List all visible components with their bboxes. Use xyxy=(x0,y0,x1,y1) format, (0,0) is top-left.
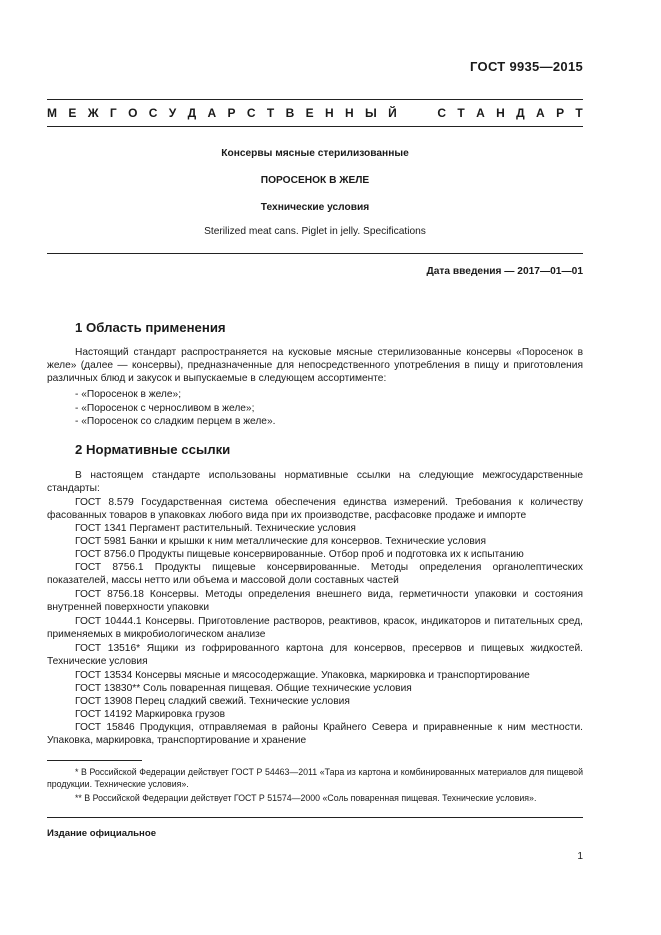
standard-type-letter: Т xyxy=(266,106,275,120)
standard-type-letter: С xyxy=(148,106,158,120)
reference-item: ГОСТ 13516* Ящики из гофрированного картона для консервов, пресервов и пищевых жидкостей. Технические условия xyxy=(47,643,583,667)
standard-type-letter: В xyxy=(285,106,295,120)
standard-type-letter: А xyxy=(207,106,217,120)
standard-type-letter: Д xyxy=(516,106,525,120)
standard-type-letter: Н xyxy=(324,106,334,120)
header-rule-bottom xyxy=(47,126,583,127)
standard-type-letter: Ж xyxy=(87,106,99,120)
standard-type-letter: Н xyxy=(344,106,354,120)
reference-item: ГОСТ 8756.0 Продукты пищевые консервированные. Отбор проб и подготовка их к испытанию xyxy=(75,549,524,560)
standard-type-letter: У xyxy=(168,106,177,120)
reference-item: ГОСТ 10444.1 Консервы. Приготовление растворов, реактивов, красок, индикаторов и питательных сред, применяемых в микробиологическом анализе xyxy=(47,616,583,640)
page-number: 1 xyxy=(577,851,583,862)
reference-item: ГОСТ 15846 Продукция, отправляемая в районы Крайнего Севера и приравненные к ним местности. Упаковка, маркировка, транспортирование и хранение xyxy=(47,722,583,746)
section-2-intro: В настоящем стандарте использованы нормативные ссылки на следующие межгосударственные стандарты: xyxy=(47,470,583,494)
reference-item: ГОСТ 5981 Банки и крышки к ним металлические для консервов. Технические условия xyxy=(75,536,486,547)
reference-item: ГОСТ 8756.1 Продукты пищевые консервированные. Методы определения органолептических показателей, массы нетто или объема и массовой доли составных частей xyxy=(47,562,583,586)
standard-type-letter: М xyxy=(47,106,57,120)
header-rule-top xyxy=(47,99,583,100)
reference-item: ГОСТ 13830** Соль поваренная пищевая. Общие технические условия xyxy=(75,683,412,694)
assortment-item: - «Поросенок в желе»; xyxy=(75,389,182,400)
assortment-item: - «Поросенок со сладким перцем в желе». xyxy=(75,416,276,427)
standard-type-letter: С xyxy=(246,106,256,120)
reference-item: ГОСТ 1341 Пергамент растительный. Технические условия xyxy=(75,523,356,534)
reference-item: ГОСТ 8756.18 Консервы. Методы определения внешнего вида, герметичности упаковки и состояния внутренней поверхности упаковки xyxy=(47,589,583,613)
standard-type-letter xyxy=(408,107,411,120)
reference-item: ГОСТ 13908 Перец сладкий свежий. Технические условия xyxy=(75,696,350,707)
standard-type-letter: Т xyxy=(457,106,465,120)
standard-type-letter: А xyxy=(536,106,545,120)
standard-type-letter: Ы xyxy=(364,106,377,120)
reference-item: ГОСТ 8.579 Государственная система обеспечения единства измерений. Требования к количеству фасованных товаров в упаковках любого вида при их производстве, расфасовке продаже и импорте xyxy=(47,497,583,521)
standard-type-letter: О xyxy=(128,106,138,120)
standard-type-letter: Р xyxy=(227,106,236,120)
reference-item: ГОСТ 13534 Консервы мясные и мясосодержащие. Упаковка, маркировка и транспортирование xyxy=(75,670,530,681)
introduction-date: Дата введения — 2017—01—01 xyxy=(426,266,583,277)
document-id: ГОСТ 9935—2015 xyxy=(470,59,583,74)
english-title: Sterilized meat cans. Piglet in jelly. Specifications xyxy=(204,226,426,237)
standard-type-letter: Р xyxy=(556,106,565,120)
footer-rule xyxy=(47,817,583,818)
standard-type-letter: Г xyxy=(109,106,117,120)
section-1-heading: 1 Область применения xyxy=(75,320,226,335)
standard-type-letter: С xyxy=(437,106,447,120)
standard-type-letter: Н xyxy=(496,106,505,120)
standard-type-letter: Е xyxy=(305,106,314,120)
footnote-separator xyxy=(47,760,142,761)
document-title: ПОРОСЕНОК В ЖЕЛЕ xyxy=(260,175,370,186)
standard-type-letter xyxy=(423,107,426,120)
standard-type-letter: Й xyxy=(388,106,397,120)
section-1-paragraph: Настоящий стандарт распространяется на кусковые мясные стерилизованные консервы «Поросенок в желе» (далее — консервы), предназначенные для непосредственного употребления в пищу и приготовления различных блюд и закусок и выпускаемые в следующем ассортименте: xyxy=(47,347,583,384)
title-rule xyxy=(47,253,583,254)
category-heading: Консервы мясные стерилизованные xyxy=(221,148,409,159)
standard-type-letter: А xyxy=(476,106,485,120)
standard-type-label xyxy=(47,107,583,120)
section-2-heading: 2 Нормативные ссылки xyxy=(75,442,231,457)
official-edition-label: Издание официальное xyxy=(47,828,157,839)
footnote: * В Российской Федерации действует ГОСТ Р 54463—2011 «Тара из картона и комбинированных материалов для пищевой продукции. Технические условия». xyxy=(47,767,583,789)
assortment-item: - «Поросенок с черносливом в желе»; xyxy=(75,403,255,414)
standard-type-letter: Е xyxy=(68,106,77,120)
footnote: ** В Российской Федерации действует ГОСТ Р 51574—2000 «Соль поваренная пищевая. Технические условия». xyxy=(75,793,537,803)
standard-type-letter: Д xyxy=(187,106,197,120)
reference-item: ГОСТ 14192 Маркировка грузов xyxy=(75,709,226,720)
document-subtitle: Технические условия xyxy=(260,202,370,213)
standard-type-letter: Т xyxy=(575,106,583,120)
